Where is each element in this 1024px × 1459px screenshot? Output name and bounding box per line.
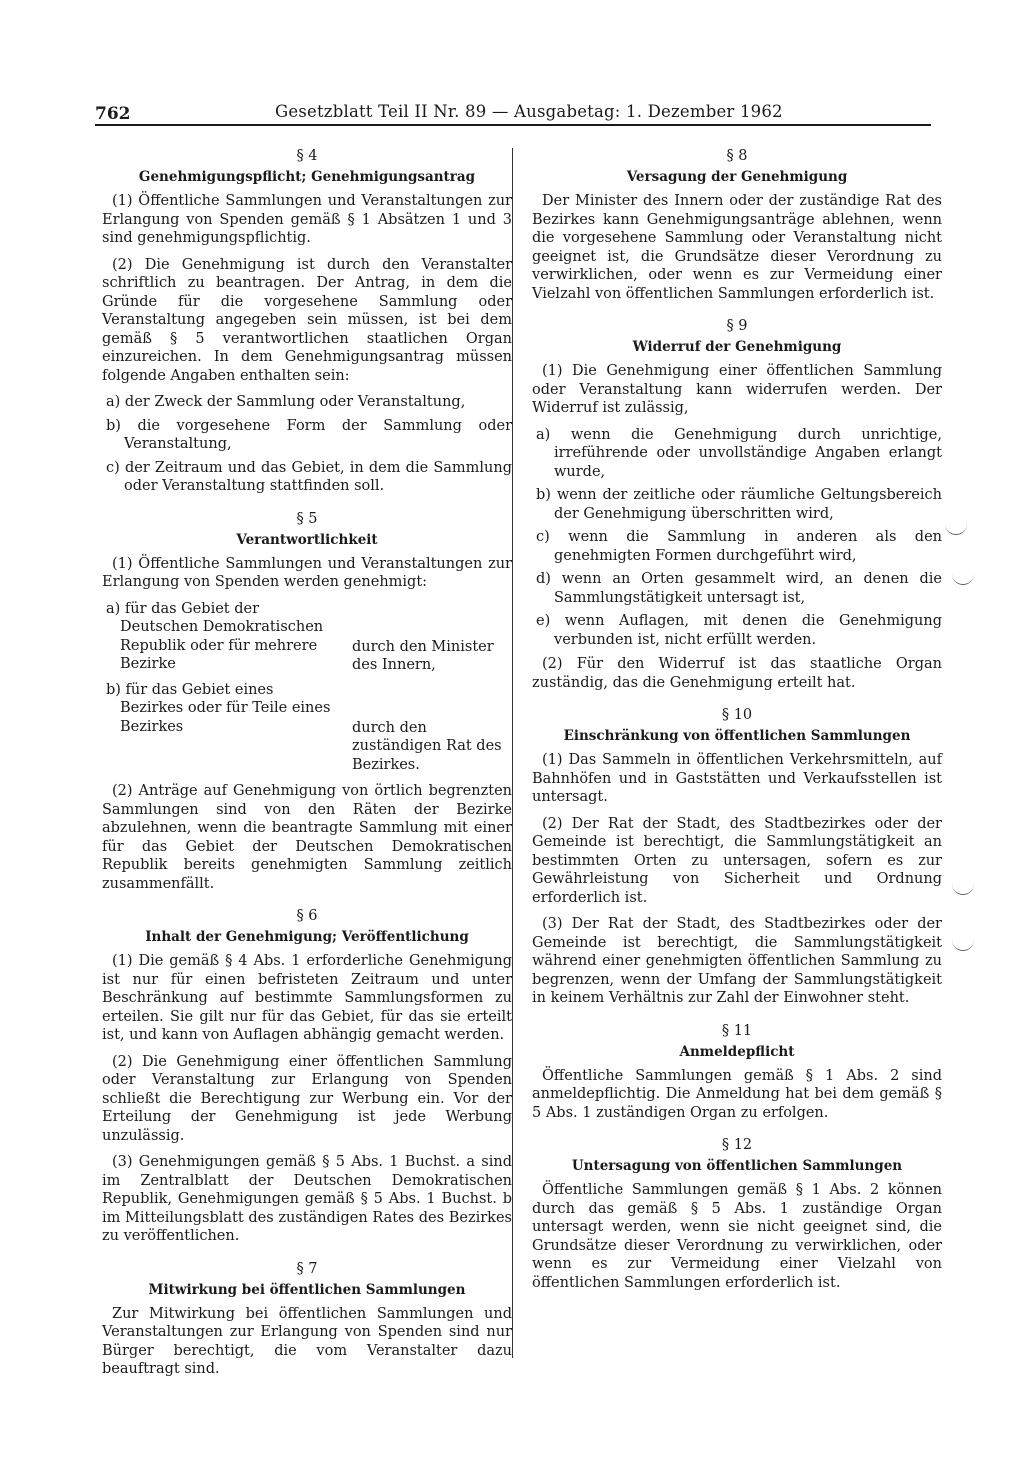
paragraph: (1) Die Genehmigung einer öffentlichen Sammlung oder Veranstaltung kann widerrufen werden. Der Widerruf ist zulässig,	[532, 363, 942, 416]
section-11	[532, 1023, 942, 1123]
list-item: a) wenn die Genehmigung durch unrichtige, irreführende oder unvollständige Angaben erlangt wurde,	[536, 426, 942, 480]
table-cell-area: a) für das Gebiet der Deutschen Demokratischen Republik oder für mehrere Bezirke	[106, 600, 324, 672]
right-column	[532, 142, 942, 1307]
section-title: Mitwirkung bei öffentlichen Sammlungen	[148, 1281, 466, 1298]
responsibility-table	[102, 600, 512, 775]
section-title: Anmeldepflicht	[679, 1043, 795, 1060]
left-column	[102, 142, 512, 1394]
paragraph: Zur Mitwirkung bei öffentlichen Sammlungen und Veranstaltungen zur Erlangung von Spenden sind nur Bürger berechtigt, die vom Veranstalter dazu beauftragt sind.	[102, 1305, 512, 1377]
page-header	[95, 100, 931, 126]
table-row	[102, 681, 512, 775]
paragraph: (2) Anträge auf Genehmigung von örtlich begrenzten Sammlungen sind von den Räten der Bezirke abzulehnen, wenn die beantragte Sammlung mit einer für das Gebiet der Deutschen Demokratischen Republik bereits genehmigten Sammlung zeitlich zusammenfällt.	[102, 783, 512, 892]
list-item: d) wenn an Orten gesammelt wird, an denen die Sammlungstätigkeit untersagt ist,	[536, 571, 942, 606]
section-number: § 5	[296, 510, 318, 527]
list-item: b) wenn der zeitliche oder räumliche Geltungsbereich der Genehmigung überschritten wird,	[536, 487, 942, 522]
section-number: § 7	[296, 1260, 318, 1277]
paragraph: (3) Der Rat der Stadt, des Stadtbezirkes oder der Gemeinde ist berechtigt, die Sammlungstätigkeit während einer genehmigten öffentlichen Sammlung zu begrenzen, wenn der Umfang der Sammlungstätigkeit in keinem Verhältnis zur Zahl der Einwohner steht.	[532, 916, 942, 1006]
section-7	[102, 1261, 512, 1379]
paragraph: (2) Die Genehmigung einer öffentlichen Sammlung oder Veranstaltung zur Erlangung von Spenden schließt die Berechtigung zur Werbung ein. Vor der Erteilung der Genehmigung ist jede Werbung unzulässig.	[102, 1053, 512, 1144]
section-number: § 11	[721, 1022, 753, 1039]
section-5	[102, 511, 512, 894]
column-divider	[512, 148, 513, 1358]
list-item: a) der Zweck der Sammlung oder Veranstaltung,	[106, 394, 466, 410]
paragraph: (2) Für den Widerruf ist das staatliche Organ zuständig, das die Genehmigung erteilt hat.	[532, 656, 942, 691]
section-12	[532, 1137, 942, 1292]
page-number: 762	[95, 104, 131, 124]
section-title: Inhalt der Genehmigung; Veröffentlichung	[145, 929, 469, 945]
margin-mark	[952, 882, 974, 895]
section-8	[532, 148, 942, 303]
section-title: Genehmigungspflicht; Genehmigungsantrag	[138, 169, 476, 185]
list-item: c) der Zeitraum und das Gebiet, in dem die Sammlung oder Veranstaltung stattfinden soll.	[106, 459, 512, 494]
item-list	[532, 426, 942, 650]
paragraph: (2) Der Rat der Stadt, des Stadtbezirkes oder der Gemeinde ist berechtigt, die Sammlungstätigkeit an bestimmten Orten zu untersagen, sofern es zur Gewährleistung von Sicherheit und Ordnung erforderlich ist.	[532, 815, 942, 906]
list-item: c) wenn die Sammlung in anderen als den genehmigten Formen durchgeführt wird,	[536, 529, 942, 564]
section-number: § 6	[296, 908, 318, 924]
paragraph: (1) Das Sammeln in öffentlichen Verkehrsmitteln, auf Bahnhöfen und in Gaststätten und Verkaufsstellen ist untersagt.	[532, 752, 942, 805]
paragraph: (1) Öffentliche Sammlungen und Veranstaltungen zur Erlangung von Spenden werden genehmigt:	[102, 555, 512, 590]
section-title: Untersagung von öffentlichen Sammlungen	[571, 1158, 903, 1174]
section-9	[532, 318, 942, 692]
section-number: § 4	[296, 148, 318, 164]
paragraph: (3) Genehmigungen gemäß § 5 Abs. 1 Buchst. a sind im Zentralblatt der Deutschen Demokratischen Republik, Genehmigungen gemäß § 5 Abs. 1 Buchst. b im Mitteilungsblatt des zuständigen Rates des Bezirkes zu veröffentlichen.	[102, 1154, 512, 1244]
table-cell-authority: durch den Minister des Innern,	[352, 638, 494, 673]
gazette-header-title: Gesetzblatt Teil II Nr. 89 — Ausgabetag: 1. Dezember 1962	[275, 102, 783, 121]
section-number: § 9	[726, 318, 748, 334]
section-4	[102, 148, 512, 496]
paragraph: (1) Die gemäß § 4 Abs. 1 erforderliche Genehmigung ist nur für einen befristeten Zeitraum und unter Beschränkung auf bestimmte Sammlungsformen zu erteilen. Sie gilt nur für das Gebiet, für das sie erteilt ist, und kann von Auflagen abhängig gemacht werden.	[102, 953, 512, 1043]
paragraph: Öffentliche Sammlungen gemäß § 1 Abs. 2 sind anmeldepflichtig. Die Anmeldung hat bei dem gemäß § 5 Abs. 1 zuständigen Organ zu erfolgen.	[532, 1067, 942, 1121]
list-item: b) die vorgesehene Form der Sammlung oder Veranstaltung,	[106, 417, 512, 452]
section-number: § 12	[721, 1137, 753, 1153]
section-number: § 10	[721, 707, 753, 723]
item-list	[102, 393, 512, 496]
table-cell-authority: durch den zuständigen Rat des Bezirkes.	[352, 719, 502, 773]
section-title: Widerruf der Genehmigung	[632, 339, 842, 355]
table-cell-area: b) für das Gebiet eines Bezirkes oder für Teile eines Bezirkes	[106, 681, 331, 735]
margin-mark	[945, 522, 967, 535]
section-title: Verantwortlichkeit	[236, 531, 378, 548]
paragraph: Öffentliche Sammlungen gemäß § 1 Abs. 2 können durch das gemäß § 5 Abs. 1 zuständige Organ untersagt werden, wenn sie nicht geeignet sind, die Grundsätze dieser Verordnung zu verwirklichen, oder wenn es zur Vermeidung einer Vielzahl von öffentlichen Sammlungen erforderlich ist.	[532, 1182, 942, 1291]
section-6	[102, 908, 512, 1246]
section-title: Einschränkung von öffentlichen Sammlungen	[563, 728, 911, 744]
section-title: Versagung der Genehmigung	[626, 169, 848, 185]
paragraph: (1) Öffentliche Sammlungen und Veranstaltungen zur Erlangung von Spenden gemäß § 1 Absätzen 1 und 3 sind genehmigungspflichtig.	[102, 193, 512, 246]
header-rule	[95, 124, 931, 126]
margin-mark	[952, 572, 974, 585]
paragraph: Der Minister des Innern oder der zuständige Rat des Bezirkes kann Genehmigungsanträge ablehnen, wenn die vorgesehene Sammlung oder Veranstaltung nicht geeignet ist, die Grundsätze dieser Verordnung zu verwirklichen, oder wenn es zur Vermeidung einer Vielzahl von öffentlichen Sammlungen erforderlich ist.	[532, 193, 942, 302]
paragraph: (2) Die Genehmigung ist durch den Veranstalter schriftlich zu beantragen. Der Antrag, in dem die Gründe für die vorgesehene Sammlung oder Veranstaltung angegeben sein müssen, ist bei dem gemäß § 5 verantwortlichen staatlichen Organ einzureichen. In dem Genehmigungsantrag müssen folgende Angaben enthalten sein:	[102, 256, 512, 384]
list-item: e) wenn Auflagen, mit denen die Genehmigung verbunden ist, nicht erfüllt werden.	[536, 613, 942, 648]
table-row	[102, 600, 512, 675]
section-10	[532, 707, 942, 1008]
margin-mark	[952, 938, 974, 951]
section-number: § 8	[726, 148, 748, 164]
